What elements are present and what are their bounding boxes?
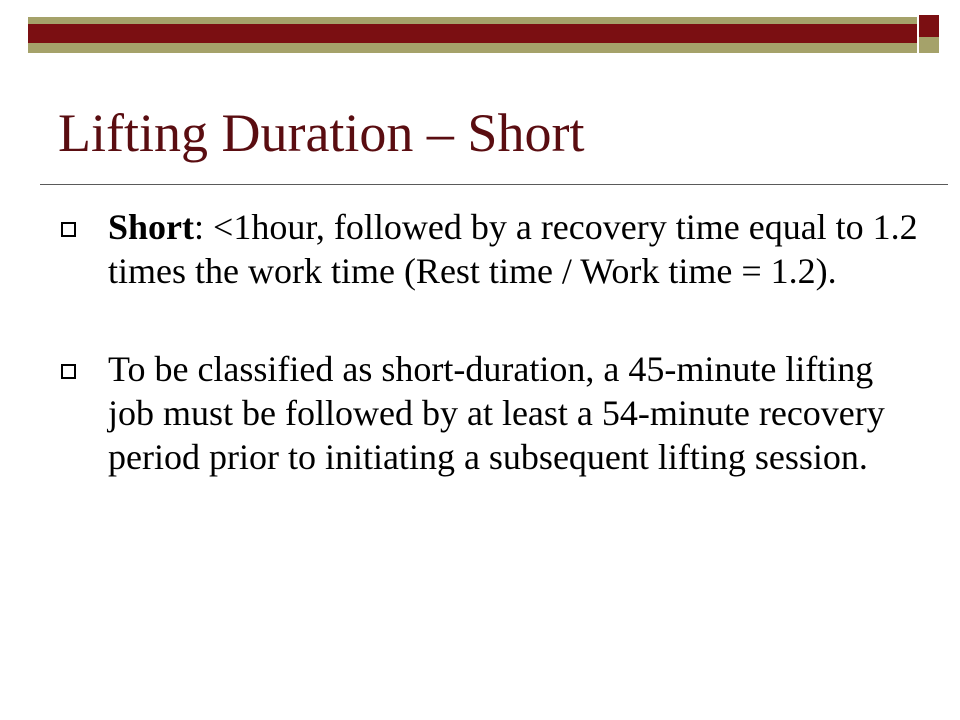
hollow-square-bullet-icon xyxy=(61,222,76,237)
hollow-square-bullet-icon xyxy=(61,364,76,379)
bullet-bold-lead: Short xyxy=(108,207,195,247)
bullet-item-short-definition xyxy=(58,205,918,293)
banner-corner-olive-block xyxy=(919,37,939,53)
title-divider xyxy=(40,184,948,185)
bullet-text: To be classified as short-duration, a 45-minute lifting job must be followed by at least a 54-minute recovery period prior to initiating a subsequent lifting session. xyxy=(108,349,885,477)
slide-title: Lifting Duration – Short xyxy=(58,103,585,163)
bullet-item-classification-example xyxy=(58,347,918,479)
bullet-list xyxy=(58,205,918,479)
bullet-text: : <1hour, followed by a recovery time equal to 1.2 times the work time (Rest time / Work time = 1.2). xyxy=(108,207,918,291)
banner-red-stripe xyxy=(28,24,917,43)
banner-corner-red-block xyxy=(919,15,939,37)
